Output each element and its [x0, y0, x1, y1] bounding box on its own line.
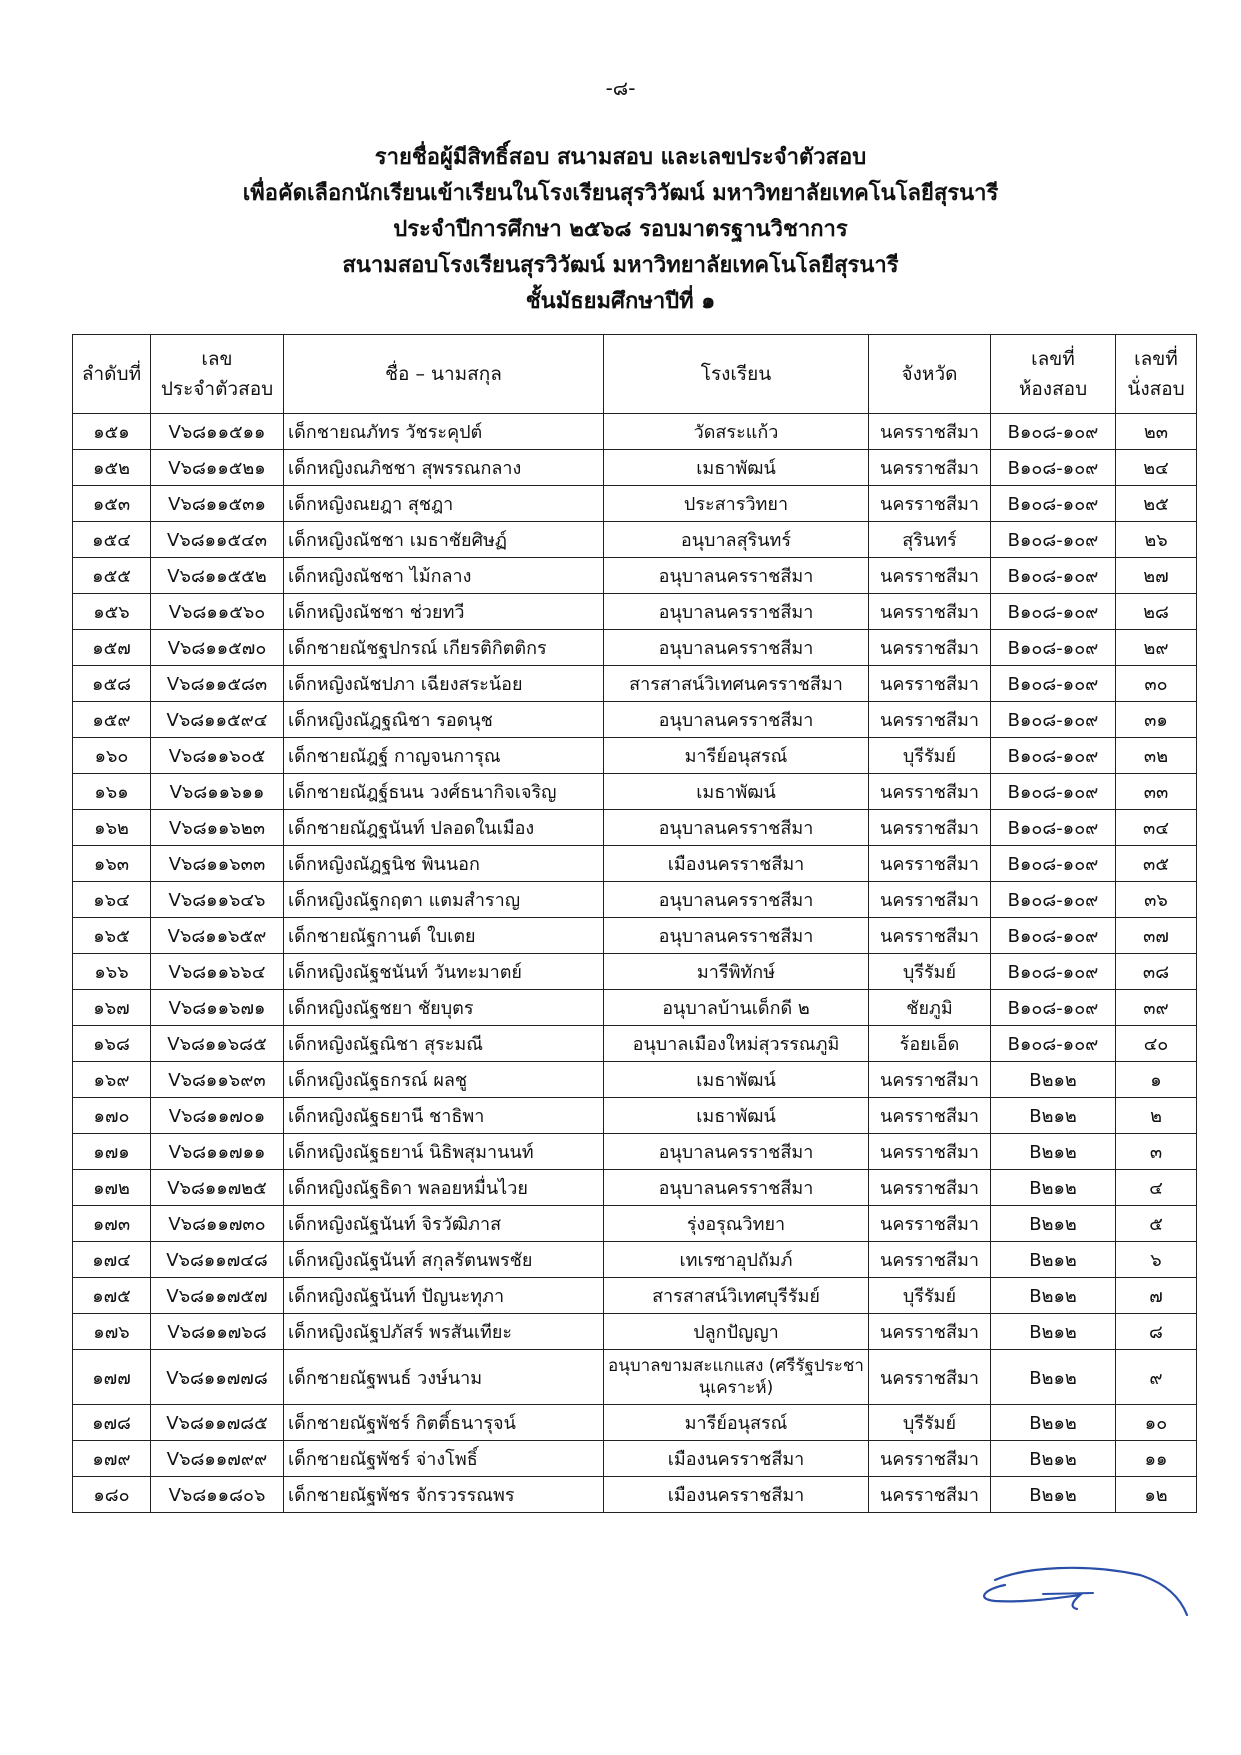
- table-header-row: [73, 335, 1197, 414]
- heading-line-4: สนามสอบโรงเรียนสุรวิวัฒน์ มหาวิทยาลัยเทคโนโลยีสุรนารี: [342, 253, 899, 278]
- table-row: [73, 1350, 1197, 1405]
- cell-order: ๑๗๓: [73, 1206, 151, 1242]
- cell-seat: ๒๙: [1116, 630, 1197, 666]
- cell-name: เด็กหญิงณัฐชยา ชัยบุตร: [284, 990, 604, 1026]
- table-row: [73, 990, 1197, 1026]
- cell-seat: ๓๔: [1116, 810, 1197, 846]
- cell-name: เด็กชายณภัทร วัชระคุปต์: [284, 414, 604, 450]
- cell-seat: ๑: [1116, 1062, 1197, 1098]
- cell-seat: ๘: [1116, 1314, 1197, 1350]
- cell-school: เมืองนครราชสีมา: [604, 846, 869, 882]
- cell-province: นครราชสีมา: [869, 702, 991, 738]
- cell-seat: ๒๖: [1116, 522, 1197, 558]
- cell-room: B๑๐๘-๑๐๙: [991, 990, 1116, 1026]
- cell-room: B๒๑๒: [991, 1441, 1116, 1477]
- cell-exam-id: V๖๘๑๑๕๖๐: [151, 594, 284, 630]
- cell-exam-id: V๖๘๑๑๖๕๙: [151, 918, 284, 954]
- cell-order: ๑๖๓: [73, 846, 151, 882]
- cell-name: เด็กหญิงณัฐปภัสร์ พรสันเทียะ: [284, 1314, 604, 1350]
- cell-province: บุรีรัมย์: [869, 738, 991, 774]
- cell-seat: ๕: [1116, 1206, 1197, 1242]
- cell-name: เด็กชายณัฐพัชร์ จ่างโพธิ์: [284, 1441, 604, 1477]
- cell-school: สารสาสน์วิเทศนครราชสีมา: [604, 666, 869, 702]
- cell-exam-id: V๖๘๑๑๖๙๓: [151, 1062, 284, 1098]
- cell-room: B๒๑๒: [991, 1134, 1116, 1170]
- page-number: -๘-: [605, 76, 636, 100]
- cell-seat: ๓๓: [1116, 774, 1197, 810]
- table-row: [73, 774, 1197, 810]
- cell-name: เด็กชายณัฎฐนันท์ ปลอดในเมือง: [284, 810, 604, 846]
- cell-seat: ๓๘: [1116, 954, 1197, 990]
- cell-province: นครราชสีมา: [869, 450, 991, 486]
- cell-name: เด็กหญิงณัชปภา เฉียงสระน้อย: [284, 666, 604, 702]
- cell-province: บุรีรัมย์: [869, 1278, 991, 1314]
- header-exam-id: เลข ประจำตัวสอบ: [151, 335, 284, 414]
- table-row: [73, 450, 1197, 486]
- cell-school: วัดสระแก้ว: [604, 414, 869, 450]
- cell-province: สุรินทร์: [869, 522, 991, 558]
- cell-exam-id: V๖๘๑๑๖๓๓: [151, 846, 284, 882]
- cell-exam-id: V๖๘๑๑๕๗๐: [151, 630, 284, 666]
- table-row: [73, 810, 1197, 846]
- cell-exam-id: V๖๘๑๑๗๙๙: [151, 1441, 284, 1477]
- cell-room: B๑๐๘-๑๐๙: [991, 738, 1116, 774]
- table-row: [73, 1278, 1197, 1314]
- cell-room: B๒๑๒: [991, 1278, 1116, 1314]
- cell-school: อนุบาลบ้านเด็กดี ๒: [604, 990, 869, 1026]
- cell-room: B๒๑๒: [991, 1350, 1116, 1405]
- cell-order: ๑๗๘: [73, 1405, 151, 1441]
- cell-exam-id: V๖๘๑๑๖๔๖: [151, 882, 284, 918]
- cell-room: B๑๐๘-๑๐๙: [991, 414, 1116, 450]
- header-seat: เลขที่ นั่งสอบ: [1116, 335, 1197, 414]
- cell-room: B๑๐๘-๑๐๙: [991, 918, 1116, 954]
- cell-school: อนุบาลนครราชสีมา: [604, 810, 869, 846]
- cell-room: B๑๐๘-๑๐๙: [991, 486, 1116, 522]
- cell-order: ๑๘๐: [73, 1477, 151, 1513]
- cell-room: B๑๐๘-๑๐๙: [991, 882, 1116, 918]
- cell-seat: ๒๓: [1116, 414, 1197, 450]
- cell-room: B๒๑๒: [991, 1098, 1116, 1134]
- cell-province: นครราชสีมา: [869, 1206, 991, 1242]
- cell-seat: ๓๐: [1116, 666, 1197, 702]
- cell-room: B๑๐๘-๑๐๙: [991, 774, 1116, 810]
- cell-seat: ๙: [1116, 1350, 1197, 1405]
- cell-seat: ๓๙: [1116, 990, 1197, 1026]
- cell-exam-id: V๖๘๑๑๖๗๑: [151, 990, 284, 1026]
- table-row: [73, 954, 1197, 990]
- cell-room: B๒๑๒: [991, 1477, 1116, 1513]
- cell-seat: ๒๘: [1116, 594, 1197, 630]
- cell-name: เด็กชายณัชฐปกรณ์ เกียรติกิตติกร: [284, 630, 604, 666]
- cell-order: ๑๗๙: [73, 1441, 151, 1477]
- document-heading: [0, 140, 1241, 320]
- table-row: [73, 630, 1197, 666]
- table-row: [73, 882, 1197, 918]
- cell-exam-id: V๖๘๑๑๗๔๘: [151, 1242, 284, 1278]
- cell-seat: ๑๐: [1116, 1405, 1197, 1441]
- heading-line-1: รายชื่อผู้มีสิทธิ์สอบ สนามสอบ และเลขประจำตัวสอบ: [374, 145, 867, 170]
- heading-line-3: ประจำปีการศึกษา ๒๕๖๘ รอบมาตรฐานวิชาการ: [393, 217, 848, 242]
- header-room: เลขที่ ห้องสอบ: [991, 335, 1116, 414]
- cell-province: นครราชสีมา: [869, 1477, 991, 1513]
- cell-exam-id: V๖๘๑๑๗๒๕: [151, 1170, 284, 1206]
- cell-province: นครราชสีมา: [869, 774, 991, 810]
- cell-order: ๑๗๑: [73, 1134, 151, 1170]
- cell-order: ๑๖๐: [73, 738, 151, 774]
- cell-order: ๑๖๕: [73, 918, 151, 954]
- cell-seat: ๒๕: [1116, 486, 1197, 522]
- cell-order: ๑๖๒: [73, 810, 151, 846]
- header-province: จังหวัด: [869, 335, 991, 414]
- table-row: [73, 1477, 1197, 1513]
- table-row: [73, 1134, 1197, 1170]
- cell-name: เด็กหญิงณัฐธยานี ชาธิพา: [284, 1098, 604, 1134]
- cell-school: อนุบาลนครราชสีมา: [604, 594, 869, 630]
- cell-province: นครราชสีมา: [869, 1441, 991, 1477]
- cell-province: นครราชสีมา: [869, 882, 991, 918]
- cell-school: เมธาพัฒน์: [604, 1062, 869, 1098]
- table-row: [73, 1441, 1197, 1477]
- cell-name: เด็กหญิงณัฐกฤตา แตมสำราญ: [284, 882, 604, 918]
- table-row: [73, 414, 1197, 450]
- cell-province: นครราชสีมา: [869, 846, 991, 882]
- cell-order: ๑๖๔: [73, 882, 151, 918]
- cell-exam-id: V๖๘๑๑๖๑๑: [151, 774, 284, 810]
- cell-province: นครราชสีมา: [869, 918, 991, 954]
- cell-exam-id: V๖๘๑๑๖๖๔: [151, 954, 284, 990]
- cell-school: เทเรซาอุปถัมภ์: [604, 1242, 869, 1278]
- cell-room: B๒๑๒: [991, 1170, 1116, 1206]
- cell-seat: ๒๔: [1116, 450, 1197, 486]
- cell-name: เด็กหญิงณัฐนันท์ ปัญนะทุภา: [284, 1278, 604, 1314]
- cell-room: B๑๐๘-๑๐๙: [991, 810, 1116, 846]
- cell-name: เด็กหญิงณัฐธิดา พลอยหมื่นไวย: [284, 1170, 604, 1206]
- cell-order: ๑๕๓: [73, 486, 151, 522]
- cell-room: B๑๐๘-๑๐๙: [991, 522, 1116, 558]
- table-row: [73, 1405, 1197, 1441]
- cell-order: ๑๕๘: [73, 666, 151, 702]
- cell-seat: ๓๗: [1116, 918, 1197, 954]
- cell-school: มารีพิทักษ์: [604, 954, 869, 990]
- cell-school: เมืองนครราชสีมา: [604, 1477, 869, 1513]
- table-body: [73, 414, 1197, 1513]
- cell-school: เมืองนครราชสีมา: [604, 1441, 869, 1477]
- cell-school: อนุบาลสุรินทร์: [604, 522, 869, 558]
- cell-seat: ๔: [1116, 1170, 1197, 1206]
- table-row: [73, 846, 1197, 882]
- cell-exam-id: V๖๘๑๑๗๓๐: [151, 1206, 284, 1242]
- cell-school: รุ่งอรุณวิทยา: [604, 1206, 869, 1242]
- header-school: โรงเรียน: [604, 335, 869, 414]
- table-row: [73, 1170, 1197, 1206]
- cell-school: เมธาพัฒน์: [604, 774, 869, 810]
- cell-room: B๑๐๘-๑๐๙: [991, 666, 1116, 702]
- cell-name: เด็กหญิงณัฎฐณิชา รอดนุช: [284, 702, 604, 738]
- cell-province: บุรีรัมย์: [869, 954, 991, 990]
- cell-order: ๑๗๗: [73, 1350, 151, 1405]
- table-row: [73, 1314, 1197, 1350]
- table-row: [73, 558, 1197, 594]
- cell-name: เด็กชายณัฎฐ์ธนน วงศ์ธนากิจเจริญ: [284, 774, 604, 810]
- cell-school: อนุบาลเมืองใหม่สุวรรณภูมิ: [604, 1026, 869, 1062]
- cell-order: ๑๖๖: [73, 954, 151, 990]
- cell-school: เมธาพัฒน์: [604, 1098, 869, 1134]
- cell-order: ๑๕๑: [73, 414, 151, 450]
- cell-name: เด็กหญิงณัฐธยาน์ นิธิพสุมานนท์: [284, 1134, 604, 1170]
- cell-province: นครราชสีมา: [869, 630, 991, 666]
- header-name: ชื่อ – นามสกุล: [284, 335, 604, 414]
- cell-exam-id: V๖๘๑๑๖๒๓: [151, 810, 284, 846]
- cell-name: เด็กชายณัฐพนธ์ วงษ์นาม: [284, 1350, 604, 1405]
- table-row: [73, 1242, 1197, 1278]
- table-row: [73, 594, 1197, 630]
- cell-province: นครราชสีมา: [869, 1062, 991, 1098]
- cell-name: เด็กหญิงณัฐธกรณ์ ผลชู: [284, 1062, 604, 1098]
- cell-exam-id: V๖๘๑๑๕๔๓: [151, 522, 284, 558]
- cell-order: ๑๗๐: [73, 1098, 151, 1134]
- cell-order: ๑๗๕: [73, 1278, 151, 1314]
- cell-name: เด็กหญิงณัชชา ไม้กลาง: [284, 558, 604, 594]
- cell-province: นครราชสีมา: [869, 1170, 991, 1206]
- candidate-table: [72, 334, 1197, 1513]
- cell-order: ๑๗๒: [73, 1170, 151, 1206]
- table-row: [73, 522, 1197, 558]
- cell-name: เด็กหญิงณัฐณิชา สุระมณี: [284, 1026, 604, 1062]
- cell-name: เด็กหญิงณภิชชา สุพรรณกลาง: [284, 450, 604, 486]
- cell-exam-id: V๖๘๑๑๕๘๓: [151, 666, 284, 702]
- cell-province: นครราชสีมา: [869, 1242, 991, 1278]
- heading-line-5: ชั้นมัธยมศึกษาปีที่ ๑: [525, 289, 716, 314]
- table-row: [73, 1206, 1197, 1242]
- cell-exam-id: V๖๘๑๑๗๘๕: [151, 1405, 284, 1441]
- cell-exam-id: V๖๘๑๑๖๐๕: [151, 738, 284, 774]
- cell-room: B๑๐๘-๑๐๙: [991, 558, 1116, 594]
- cell-exam-id: V๖๘๑๑๕๓๑: [151, 486, 284, 522]
- cell-seat: ๖: [1116, 1242, 1197, 1278]
- cell-order: ๑๕๕: [73, 558, 151, 594]
- cell-province: นครราชสีมา: [869, 414, 991, 450]
- heading-line-2: เพื่อคัดเลือกนักเรียนเข้าเรียนในโรงเรียนสุรวิวัฒน์ มหาวิทยาลัยเทคโนโลยีสุรนารี: [242, 181, 999, 206]
- cell-room: B๑๐๘-๑๐๙: [991, 954, 1116, 990]
- cell-school: ปลูกปัญญา: [604, 1314, 869, 1350]
- cell-school: อนุบาลนครราชสีมา: [604, 630, 869, 666]
- cell-seat: ๒: [1116, 1098, 1197, 1134]
- cell-seat: ๗: [1116, 1278, 1197, 1314]
- cell-seat: ๒๗: [1116, 558, 1197, 594]
- cell-province: ร้อยเอ็ด: [869, 1026, 991, 1062]
- cell-province: นครราชสีมา: [869, 666, 991, 702]
- cell-province: ชัยภูมิ: [869, 990, 991, 1026]
- cell-province: นครราชสีมา: [869, 1350, 991, 1405]
- table-row: [73, 1026, 1197, 1062]
- cell-school: อนุบาลนครราชสีมา: [604, 1134, 869, 1170]
- table-row: [73, 918, 1197, 954]
- table-row: [73, 1062, 1197, 1098]
- cell-school: สารสาสน์วิเทศบุรีรัมย์: [604, 1278, 869, 1314]
- table-row: [73, 486, 1197, 522]
- cell-province: นครราชสีมา: [869, 558, 991, 594]
- cell-name: เด็กชายณัฐกานต์ ใบเตย: [284, 918, 604, 954]
- cell-school: มารีย์อนุสรณ์: [604, 738, 869, 774]
- cell-order: ๑๕๗: [73, 630, 151, 666]
- cell-name: เด็กชายณัฐพัชร จักรวรรณพร: [284, 1477, 604, 1513]
- cell-seat: ๑๑: [1116, 1441, 1197, 1477]
- cell-province: นครราชสีมา: [869, 594, 991, 630]
- cell-province: บุรีรัมย์: [869, 1405, 991, 1441]
- cell-room: B๑๐๘-๑๐๙: [991, 450, 1116, 486]
- cell-name: เด็กหญิงณัชชา เมธาชัยศิษฏ์: [284, 522, 604, 558]
- cell-school: อนุบาลขามสะแกแสง (ศรีรัฐประชานุเคราะห์): [604, 1350, 869, 1405]
- cell-room: B๑๐๘-๑๐๙: [991, 594, 1116, 630]
- cell-order: ๑๕๖: [73, 594, 151, 630]
- cell-exam-id: V๖๘๑๑๕๑๑: [151, 414, 284, 450]
- cell-seat: ๑๒: [1116, 1477, 1197, 1513]
- cell-name: เด็กชายณัฎฐ์ กาญจนการุณ: [284, 738, 604, 774]
- cell-school: มารีย์อนุสรณ์: [604, 1405, 869, 1441]
- cell-name: เด็กหญิงณัฐชนันท์ วันทะมาตย์: [284, 954, 604, 990]
- cell-seat: ๓: [1116, 1134, 1197, 1170]
- cell-exam-id: V๖๘๑๑๗๑๑: [151, 1134, 284, 1170]
- cell-order: ๑๖๑: [73, 774, 151, 810]
- cell-school: อนุบาลนครราชสีมา: [604, 558, 869, 594]
- cell-order: ๑๖๘: [73, 1026, 151, 1062]
- cell-order: ๑๗๖: [73, 1314, 151, 1350]
- cell-room: B๒๑๒: [991, 1206, 1116, 1242]
- cell-school: อนุบาลนครราชสีมา: [604, 702, 869, 738]
- cell-name: เด็กหญิงณัฐนันท์ สกุลรัตนพรชัย: [284, 1242, 604, 1278]
- cell-room: B๒๑๒: [991, 1242, 1116, 1278]
- cell-room: B๑๐๘-๑๐๙: [991, 702, 1116, 738]
- cell-province: นครราชสีมา: [869, 1134, 991, 1170]
- cell-room: B๑๐๘-๑๐๙: [991, 630, 1116, 666]
- cell-seat: ๓๖: [1116, 882, 1197, 918]
- table-row: [73, 666, 1197, 702]
- cell-order: ๑๖๗: [73, 990, 151, 1026]
- cell-exam-id: V๖๘๑๑๘๐๖: [151, 1477, 284, 1513]
- cell-school: เมธาพัฒน์: [604, 450, 869, 486]
- cell-seat: ๓๒: [1116, 738, 1197, 774]
- cell-order: ๑๖๙: [73, 1062, 151, 1098]
- cell-name: เด็กชายณัฐพัชร์ กิตติ์ธนารุจน์: [284, 1405, 604, 1441]
- cell-room: B๒๑๒: [991, 1062, 1116, 1098]
- cell-seat: ๓๑: [1116, 702, 1197, 738]
- cell-province: นครราชสีมา: [869, 1314, 991, 1350]
- cell-school: ประสารวิทยา: [604, 486, 869, 522]
- cell-school: อนุบาลนครราชสีมา: [604, 1170, 869, 1206]
- cell-exam-id: V๖๘๑๑๗๐๑: [151, 1098, 284, 1134]
- cell-order: ๑๕๔: [73, 522, 151, 558]
- cell-name: เด็กหญิงณยฎา สุชฎา: [284, 486, 604, 522]
- cell-exam-id: V๖๘๑๑๗๖๘: [151, 1314, 284, 1350]
- cell-province: นครราชสีมา: [869, 486, 991, 522]
- cell-school: อนุบาลนครราชสีมา: [604, 918, 869, 954]
- table-row: [73, 738, 1197, 774]
- cell-exam-id: V๖๘๑๑๕๕๒: [151, 558, 284, 594]
- cell-order: ๑๕๙: [73, 702, 151, 738]
- cell-seat: ๓๕: [1116, 846, 1197, 882]
- table-row: [73, 1098, 1197, 1134]
- cell-name: เด็กหญิงณัฐนันท์ จิรวัฒิภาส: [284, 1206, 604, 1242]
- header-order: ลำดับที่: [73, 335, 151, 414]
- cell-exam-id: V๖๘๑๑๕๒๑: [151, 450, 284, 486]
- cell-room: B๒๑๒: [991, 1314, 1116, 1350]
- cell-province: นครราชสีมา: [869, 1098, 991, 1134]
- cell-exam-id: V๖๘๑๑๖๘๕: [151, 1026, 284, 1062]
- cell-order: ๑๗๔: [73, 1242, 151, 1278]
- cell-room: B๑๐๘-๑๐๙: [991, 846, 1116, 882]
- table-row: [73, 702, 1197, 738]
- cell-seat: ๔๐: [1116, 1026, 1197, 1062]
- cell-exam-id: V๖๘๑๑๗๕๗: [151, 1278, 284, 1314]
- cell-school: อนุบาลนครราชสีมา: [604, 882, 869, 918]
- cell-province: นครราชสีมา: [869, 810, 991, 846]
- cell-name: เด็กหญิงณัชชา ช่วยทวี: [284, 594, 604, 630]
- cell-room: B๑๐๘-๑๐๙: [991, 1026, 1116, 1062]
- cell-order: ๑๕๒: [73, 450, 151, 486]
- cell-room: B๒๑๒: [991, 1405, 1116, 1441]
- cell-exam-id: V๖๘๑๑๗๗๘: [151, 1350, 284, 1405]
- cell-name: เด็กหญิงณัฎฐนิช พินนอก: [284, 846, 604, 882]
- handwritten-signature: [965, 1545, 1205, 1625]
- cell-exam-id: V๖๘๑๑๕๙๔: [151, 702, 284, 738]
